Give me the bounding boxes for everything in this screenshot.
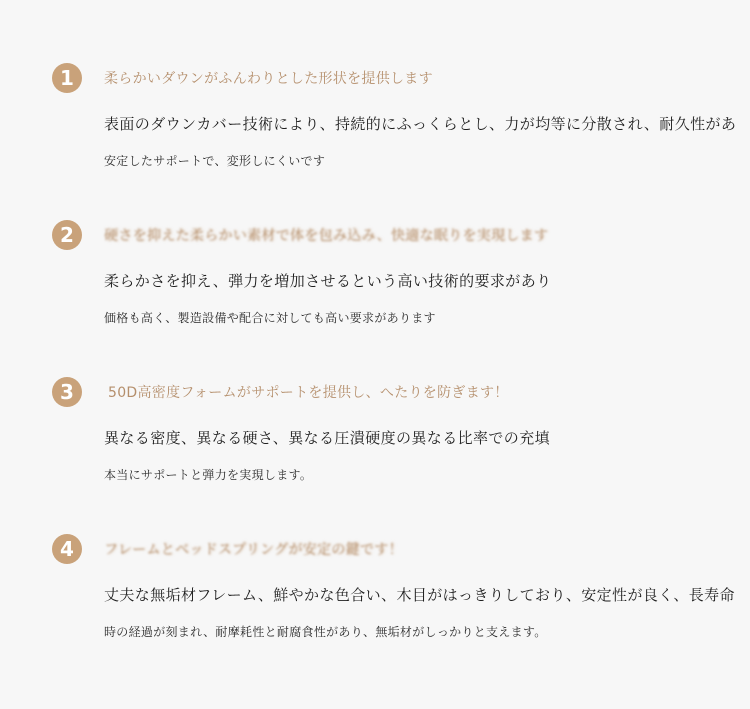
- number-badge: 4: [52, 534, 82, 564]
- number-badge: 1: [52, 63, 82, 93]
- feature-description: 表面のダウンカバー技術により、持続的にふっくらとし、力が均等に分散され、耐久性があ: [104, 115, 737, 133]
- feature-subtext: 価格も高く、製造設備や配合に対しても高い要求があります: [104, 311, 436, 325]
- number-badge: 2: [52, 220, 82, 250]
- feature-item-1: [0, 63, 750, 193]
- feature-subtext: 本当にサポートと弾力を実現します。: [104, 468, 313, 482]
- feature-item-2: [0, 220, 750, 350]
- feature-item-3: [0, 377, 750, 507]
- feature-title: フレームとベッドスプリングが安定の鍵です！: [104, 542, 403, 558]
- feature-title: 50D高密度フォームがサポートを提供し、へたりを防ぎます！: [108, 385, 509, 401]
- feature-description: 丈夫な無垢材フレーム、鮮やかな色合い、木目がはっきりしており、安定性が良く、長寿命: [104, 586, 735, 604]
- feature-title: 硬さを抑えた柔らかい素材で体を包み込み、快適な眠りを実現します: [104, 228, 549, 244]
- feature-item-4: [0, 534, 750, 664]
- number-badge: 3: [52, 377, 82, 407]
- feature-description: 柔らかさを抑え、弾力を増加させるという高い技術的要求があり: [104, 272, 552, 290]
- feature-description: 異なる密度、異なる硬さ、異なる圧潰硬度の異なる比率での充填: [104, 429, 551, 447]
- feature-subtext: 安定したサポートで、変形しにくいです: [104, 154, 326, 168]
- feature-title: 柔らかいダウンがふんわりとした形状を提供します: [104, 71, 433, 87]
- feature-subtext: 時の経過が刻まれ、耐摩耗性と耐腐食性があり、無垢材がしっかりと支えます。: [104, 625, 547, 639]
